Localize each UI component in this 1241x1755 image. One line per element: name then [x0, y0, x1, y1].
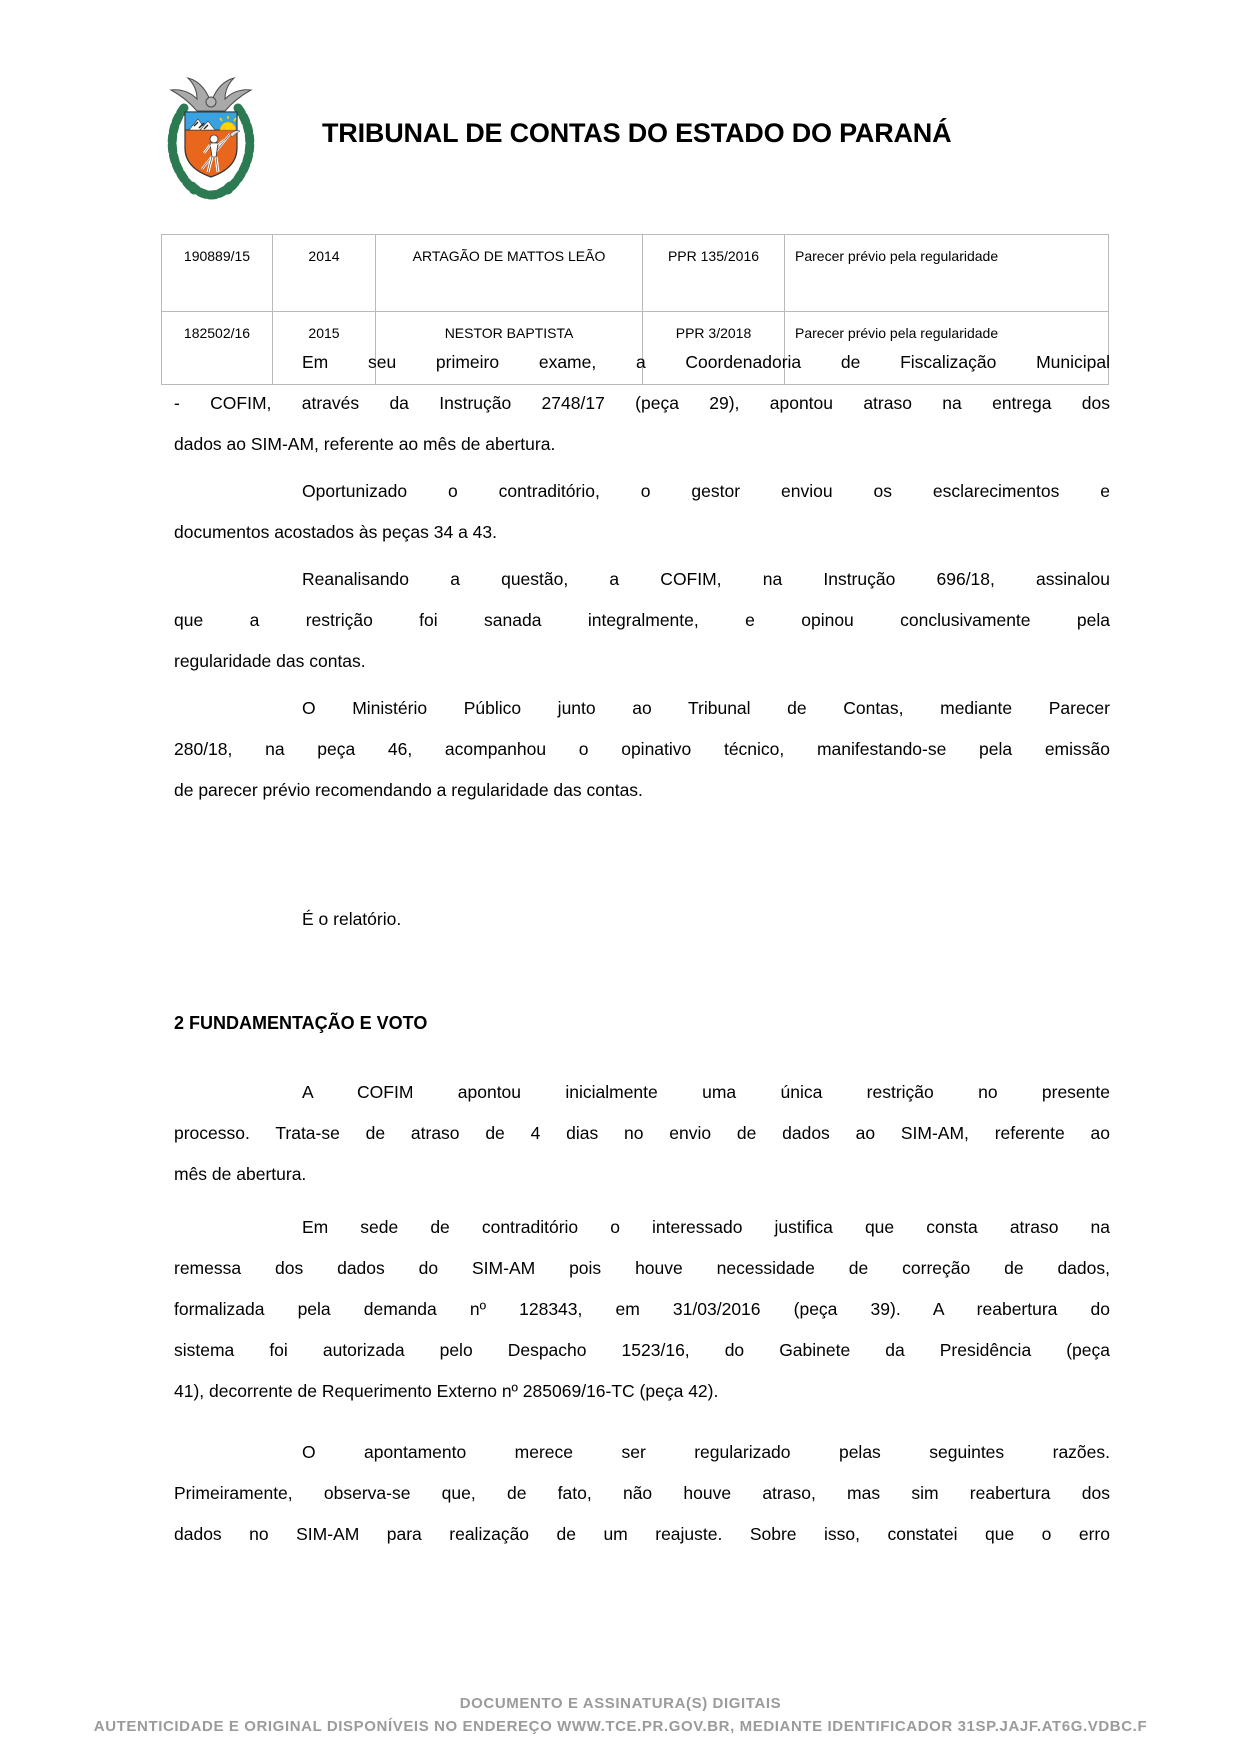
table-cell-decision-number: PPR 135/2016: [643, 235, 785, 312]
table-cell-process: 190889/15: [162, 235, 273, 312]
table-row: [162, 235, 1109, 312]
text-line: sistema foi autorizada pelo Despacho 1523/16, do Gabinete da Presidência (peça: [174, 1340, 1110, 1360]
paragraph: [174, 471, 1110, 553]
text-line: dados no SIM-AM para realização de um reajuste. Sobre isso, constatei que o erro: [174, 1524, 1110, 1544]
paragraph: [174, 1072, 1110, 1195]
text-line: Primeiramente, observa-se que, de fato, não houve atraso, mas sim reabertura dos: [174, 1483, 1110, 1503]
text-line: processo. Trata-se de atraso de 4 dias no envio de dados ao SIM-AM, referente ao: [174, 1123, 1110, 1143]
text-line: de parecer prévio recomendando a regularidade das contas.: [174, 780, 643, 800]
text-line: Em seu primeiro exame, a Coordenadoria de Fiscalização Municipal: [302, 352, 1110, 372]
text-line: formalizada pela demanda nº 128343, em 31/03/2016 (peça 39). A reabertura do: [174, 1299, 1110, 1319]
text-line: que a restrição foi sanada integralmente, e opinou conclusivamente pela: [174, 610, 1110, 630]
paragraph: [174, 688, 1110, 811]
text-line: dados ao SIM-AM, referente ao mês de abertura.: [174, 434, 556, 454]
document-body: [174, 342, 1110, 1561]
text-line: documentos acostados às peças 34 a 43.: [174, 522, 497, 542]
text-line: Oportunizado o contraditório, o gestor enviou os esclarecimentos e: [302, 481, 1110, 501]
text-line: A COFIM apontou inicialmente uma única restrição no presente: [302, 1082, 1110, 1102]
table-cell-result: Parecer prévio pela regularidade: [785, 235, 1109, 312]
digital-signature-footer: [0, 1692, 1241, 1738]
paragraph: [174, 1207, 1110, 1412]
section-heading-fundamentacao-e-voto: 2 FUNDAMENTAÇÃO E VOTO: [174, 1013, 428, 1033]
paragraph-relatorio-close: [174, 899, 1110, 940]
paragraph: [174, 1432, 1110, 1555]
footer-line-1: DOCUMENTO E ASSINATURA(S) DIGITAIS: [459, 1695, 782, 1712]
text-line: regularidade das contas.: [174, 651, 366, 671]
paragraph: [174, 342, 1110, 465]
table-cell-relator: NESTOR BAPTISTA: [376, 312, 643, 385]
table-cell-decision-number: PPR 3/2018: [643, 312, 785, 385]
text-line: 280/18, na peça 46, acompanhou o opinativo técnico, manifestando-se pela emissão: [174, 739, 1110, 759]
text-line: Reanalisando a questão, a COFIM, na Instrução 696/18, assinalou: [302, 569, 1110, 589]
paragraph: [174, 559, 1110, 682]
text-line: É o relatório.: [302, 909, 402, 929]
text-line: O apontamento merece ser regularizado pelas seguintes razões.: [302, 1442, 1110, 1462]
text-line: - COFIM, através da Instrução 2748/17 (peça 29), apontou atraso na entrega dos: [174, 393, 1110, 413]
table-cell-year: 2014: [273, 235, 376, 312]
footer-line-2: AUTENTICIDADE E ORIGINAL DISPONÍVEIS NO ENDEREÇO WWW.TCE.PR.GOV.BR, MEDIANTE IDENTIFICADOR 31SP.JAJF.AT6G.VDBC.F: [93, 1718, 1148, 1735]
text-line: remessa dos dados do SIM-AM pois houve necessidade de correção de dados,: [174, 1258, 1110, 1278]
table-cell-process: 182502/16: [162, 312, 273, 385]
table-cell-result: Parecer prévio pela regularidade: [785, 312, 1109, 385]
text-line: O Ministério Público junto ao Tribunal de Contas, mediante Parecer: [302, 698, 1110, 718]
parana-coat-of-arms-icon: [154, 72, 268, 204]
text-line: mês de abertura.: [174, 1164, 307, 1184]
text-line: 41), decorrente de Requerimento Externo nº 285069/16-TC (peça 42).: [174, 1381, 719, 1401]
table-cell-relator: ARTAGÃO DE MATTOS LEÃO: [376, 235, 643, 312]
table-cell-year: 2015: [273, 312, 376, 385]
document-title: TRIBUNAL DE CONTAS DO ESTADO DO PARANÁ: [322, 118, 952, 148]
text-line: Em sede de contraditório o interessado justifica que consta atraso na: [302, 1217, 1110, 1237]
